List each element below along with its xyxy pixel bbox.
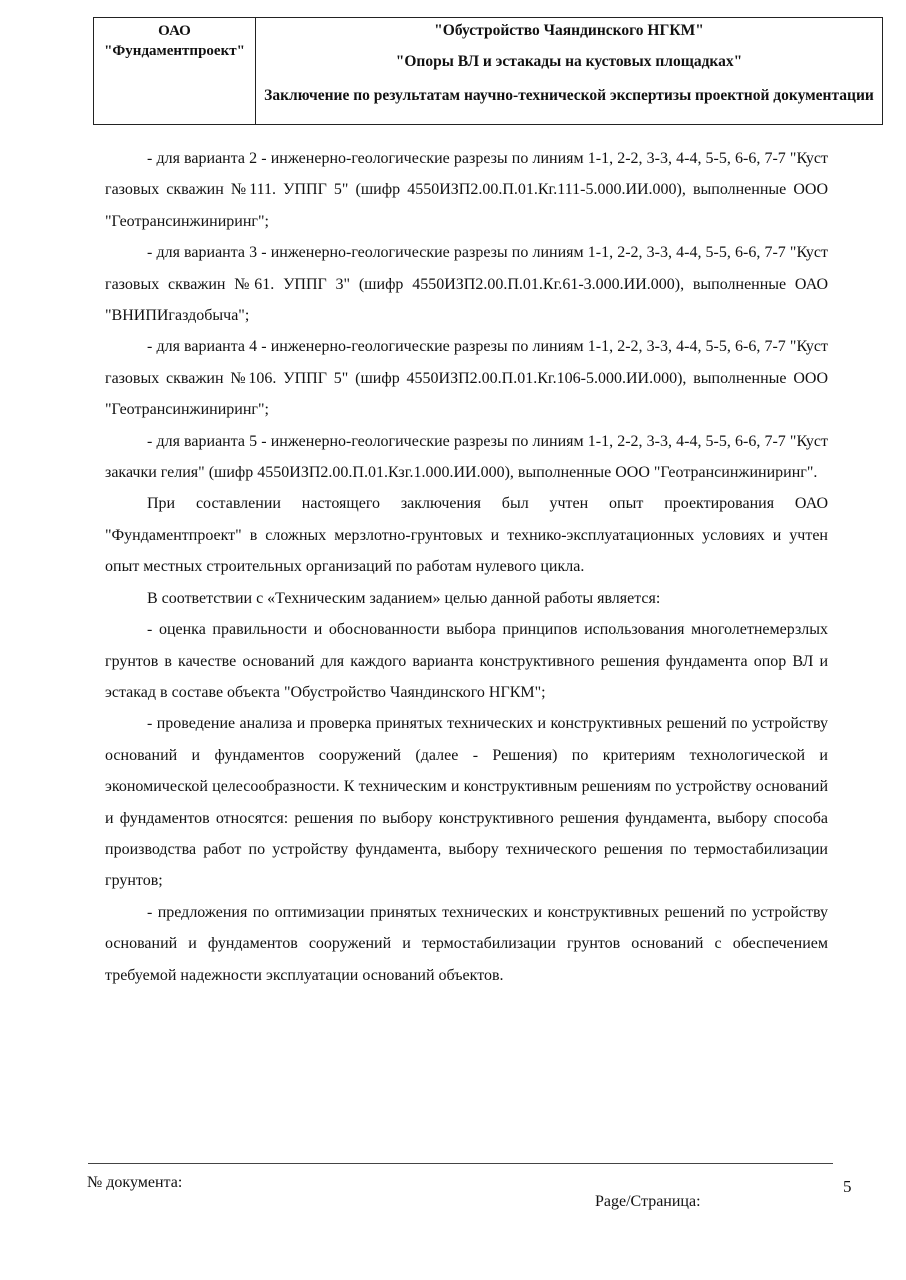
- document-title: Заключение по результатам научно-технической экспертизы проектной документации: [264, 87, 874, 104]
- company-cell: [94, 18, 256, 124]
- page-number: 5: [843, 1177, 852, 1196]
- company-line-1: ОАО: [158, 23, 191, 39]
- title-cell: [256, 18, 882, 124]
- company-line-2: "Фундаментпроект": [104, 43, 245, 59]
- footer-divider: [88, 1163, 833, 1164]
- paragraph-goal-3: - предложения по оптимизации принятых технических и конструктивных решений по устройству оснований и фундаментов сооружений и термостабилизации грунтов оснований с обеспечением требуемой надежности эксплуатации оснований объектов.: [105, 903, 828, 984]
- subject-title: "Опоры ВЛ и эстакады на кустовых площадках": [395, 53, 743, 70]
- paragraph-goal-intro: В соответствии с «Техническим заданием» целью данной работы является:: [147, 589, 661, 607]
- paragraph-experience: При составлении настоящего заключения был учтен опыт проектирования ОАО "Фундаментпроект" в сложных мерзлотно-грунтовых и технико-эксплуатационных условиях и учтен опыт местных строительных организаций по работам нулевого цикла.: [105, 495, 828, 576]
- paragraph-variant-5: - для варианта 5 - инженерно-геологические разрезы по линиям 1-1, 2-2, 3-3, 4-4, 5-5, 6-6, 7-7 "Куст закачки гелия" (шифр 4550ИЗП2.00.П.01.Кзг.1.000.ИИ.000), выполненные ООО "Геотрансинжиниринг".: [105, 432, 828, 482]
- document-number-label: № документа:: [87, 1174, 183, 1191]
- paragraph-variant-2: - для варианта 2 - инженерно-геологические разрезы по линиям 1-1, 2-2, 3-3, 4-4, 5-5, 6-6, 7-7 "Куст газовых скважин №111. УППГ 5" (шифр 4550ИЗП2.00.П.01.Кг.111-5.000.ИИ.000), выполненные ООО "Геотрансинжиниринг";: [105, 150, 828, 230]
- document-body: [105, 143, 828, 991]
- page-label: Page/Страница:: [595, 1193, 701, 1210]
- paragraph-variant-3: - для варианта 3 - инженерно-геологические разрезы по линиям 1-1, 2-2, 3-3, 4-4, 5-5, 6-6, 7-7 "Куст газовых скважин №61. УППГ 3" (шифр 4550ИЗП2.00.П.01.Кг.61-3.000.ИИ.000), выполненные ОАО "ВНИПИгаздобыча";: [105, 244, 828, 325]
- document-header-table: [93, 17, 883, 125]
- paragraph-variant-4: - для варианта 4 - инженерно-геологические разрезы по линиям 1-1, 2-2, 3-3, 4-4, 5-5, 6-6, 7-7 "Куст газовых скважин №106. УППГ 5" (шифр 4550ИЗП2.00.П.01.Кг.106-5.000.ИИ.000), выполненные ООО "Геотрансинжиниринг";: [105, 338, 828, 419]
- paragraph-goal-1: - оценка правильности и обоснованности выбора принципов использования многолетнемерзлых грунтов в качестве оснований для каждого варианта конструктивного решения фундамента опор ВЛ и эстакад в составе объекта "Обустройство Чаяндинского НГКМ";: [105, 621, 828, 701]
- paragraph-goal-2: - проведение анализа и проверка принятых технических и конструктивных решений по устройству оснований и фундаментов сооружений (далее - Решения) по критериям технологической и экономической целесообразности. К техническим и конструктивным решениям по устройству оснований и фундаментов относятся: решения по выбору конструктивного решения фундамента, выбору способа производства работ по устройству фундамента, выбору технического решения по термостабилизации грунтов;: [105, 715, 828, 890]
- project-title: "Обустройство Чаяндинского НГКМ": [434, 22, 704, 39]
